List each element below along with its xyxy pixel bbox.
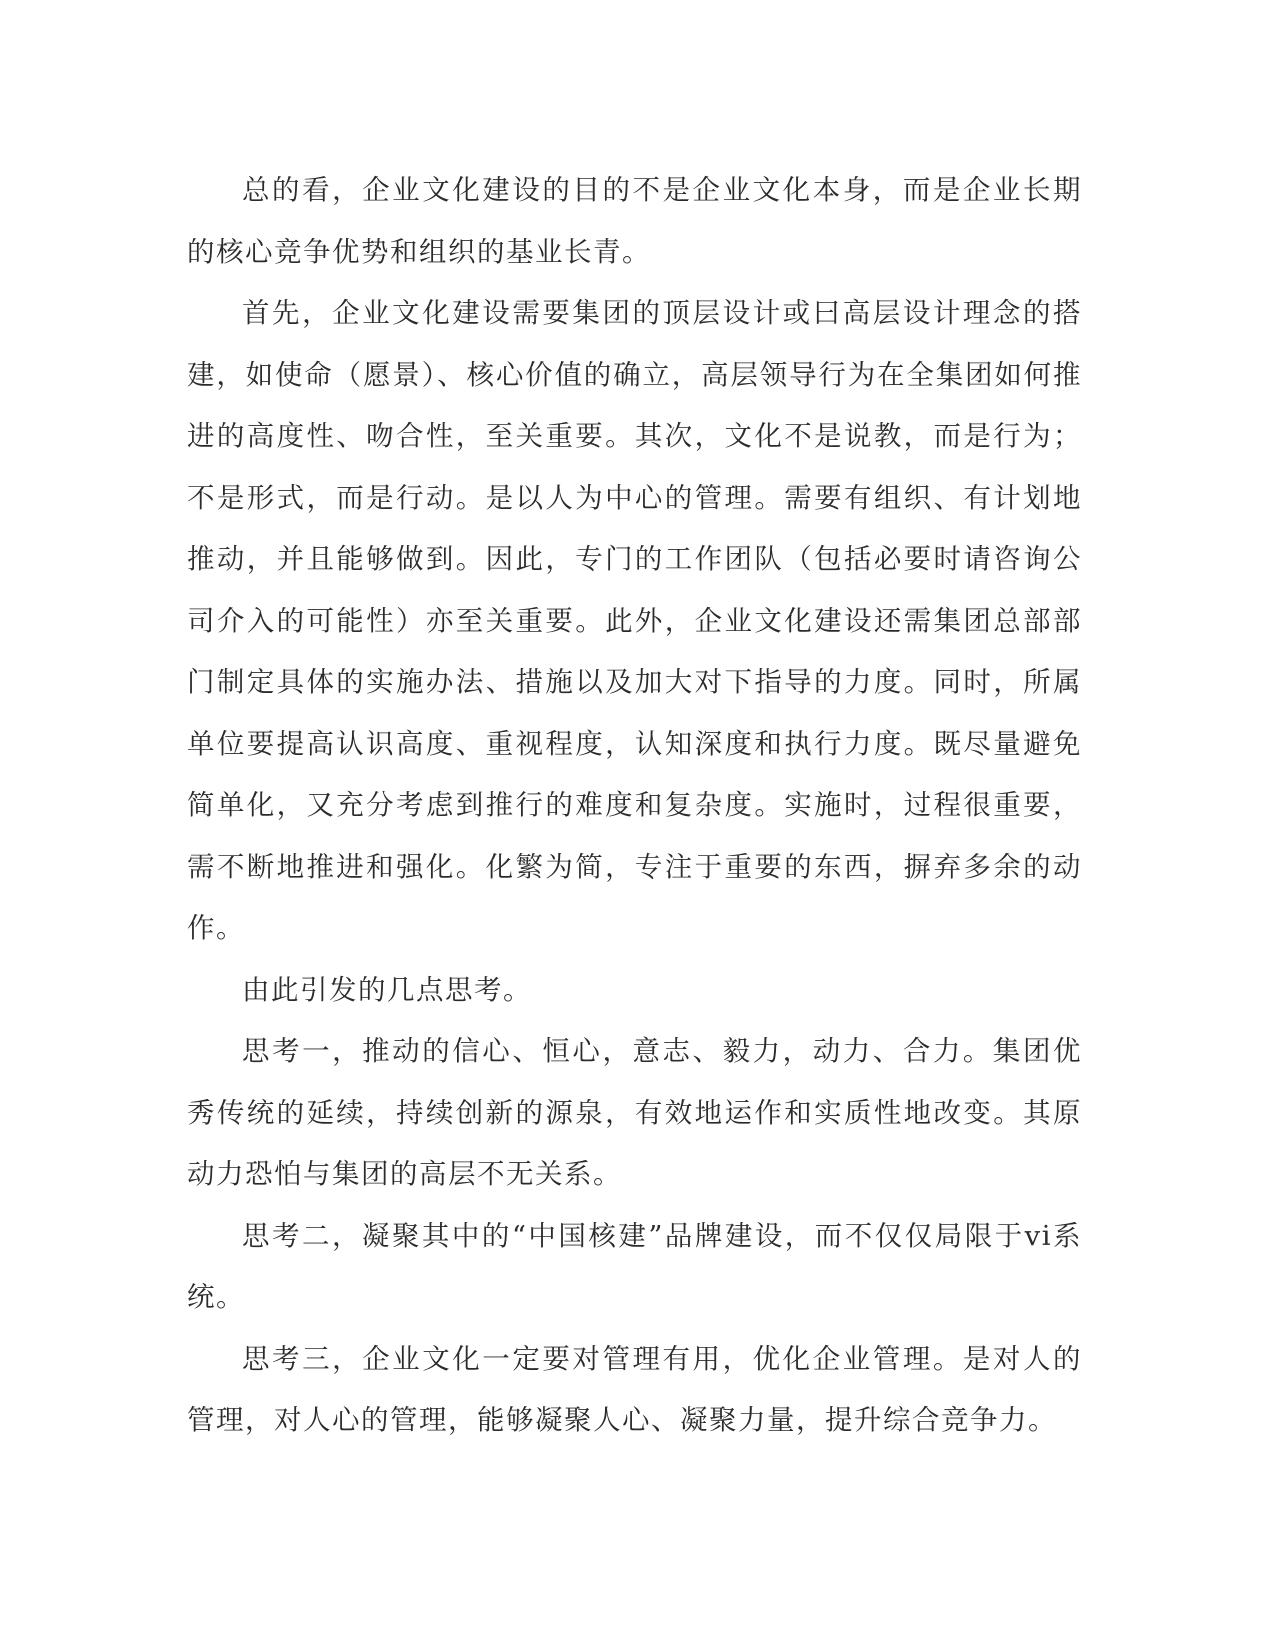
paragraph-reflection-two: 思考二，凝聚其中的“中国核建”品牌建设，而不仅仅局限于vi系统。 <box>187 1219 1082 1313</box>
paragraph-summary: 总的看，企业文化建设的目的不是企业文化本身，而是企业长期的核心竞争优势和组织的基业长青。 <box>187 174 1082 268</box>
paragraph-first-point: 首先，企业文化建设需要集团的顶层设计或曰高层设计理念的搭建，如使命（愿景）、核心价值的确立，高层领导行为在全集团如何推进的高度性、吻合性，至关重要。其次，文化不是说教，而是行为；不是形式，而是行动。是以人为中心的管理。需要有组织、有计划地推动，并且能够做到。因此，专门的工作团队（包括必要时请咨询公司介入的可能性）亦至关重要。此外，企业文化建设还需集团总部部门制定具体的实施办法、措施以及加大对下指导的力度。同时，所属单位要提高认识高度、重视程度，认知深度和执行力度。既尽量避免简单化，又充分考虑到推行的难度和复杂度。实施时，过程很重要，需不断地推进和强化。化繁为简，专注于重要的东西，摒弃多余的动作。 <box>187 297 1082 944</box>
document-body <box>187 160 1082 1452</box>
paragraph-reflections-intro: 由此引发的几点思考。 <box>242 973 532 1006</box>
paragraph-reflection-three: 思考三，企业文化一定要对管理有用，优化企业管理。是对人的管理，对人心的管理，能够凝聚人心、凝聚力量，提升综合竞争力。 <box>187 1342 1082 1436</box>
paragraph-reflection-one: 思考一，推动的信心、恒心，意志、毅力，动力、合力。集团优秀传统的延续，持续创新的源泉，有效地运作和实质性地改变。其原动力恐怕与集团的高层不无关系。 <box>187 1035 1082 1190</box>
